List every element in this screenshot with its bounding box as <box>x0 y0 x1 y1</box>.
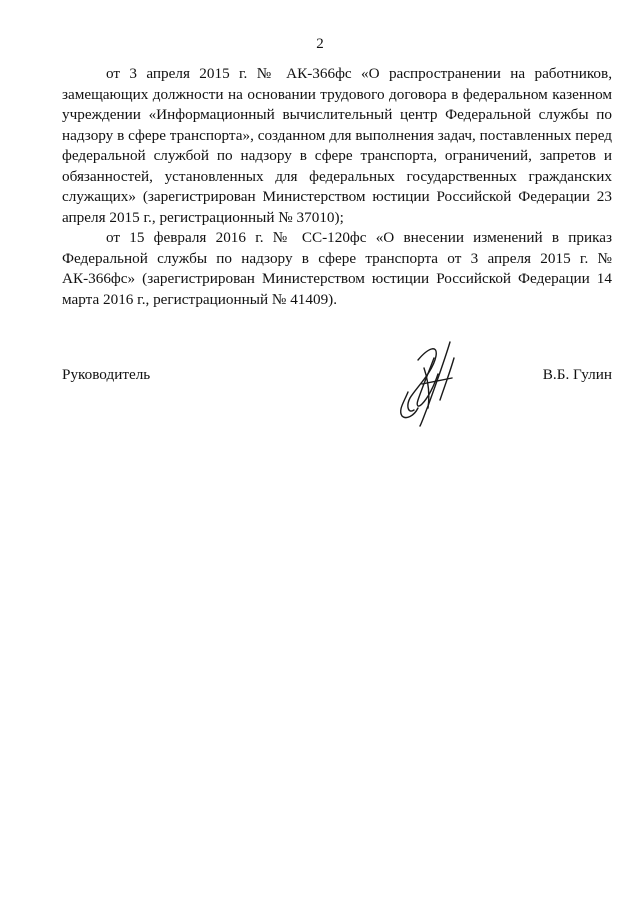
document-body <box>62 64 612 310</box>
signature-block <box>62 366 612 390</box>
page-number: 2 <box>316 36 324 52</box>
order-paragraph-ak-366fs: от 3 апреля 2015 г. № АК-366фс «О распространении на работников, замещающих должности на основании трудового договора в федеральном казенном учреждении «Информационный вычислительный центр Федеральной службы по надзору в сфере транспорта», созданном для выполнения задач, поставленных перед федеральной службой по надзору в сфере транспорта, ограничений, запретов и обязанностей, установленных для федеральных государственных гражданских служащих» (зарегистрирован Министерством юстиции Российской Федерации 23 апреля 2015 г., регистрационный № 37010); <box>62 65 612 226</box>
signatory-position: Руководитель <box>62 366 151 383</box>
handwritten-signature-icon <box>388 328 484 428</box>
signatory-name: В.Б. Гулин <box>542 366 612 383</box>
order-paragraph-ss-120fs: от 15 февраля 2016 г. № СС-120фс «О внесении изменений в приказ Федеральной службы по надзору в сфере транспорта от 3 апреля 2015 г. № АК-366фс» (зарегистрирован Министерством юстиции Российской Федерации 14 марта 2016 г., регистрационный № 41409). <box>62 229 612 308</box>
